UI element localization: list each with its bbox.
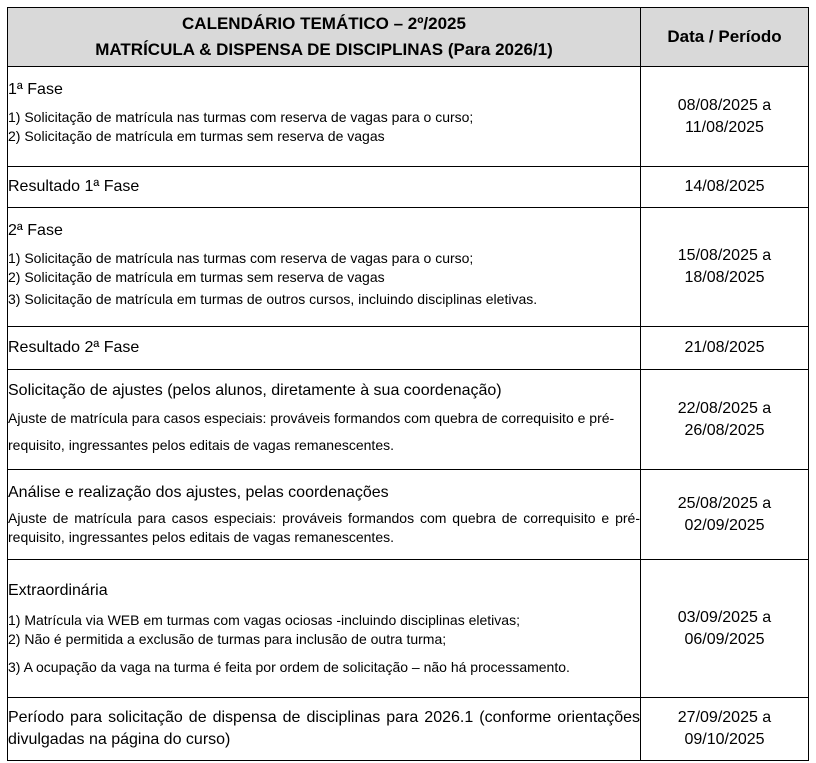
date-start: 08/08/2025 a: [677, 96, 772, 114]
phase-description: [8, 370, 641, 470]
table-row: [8, 167, 809, 208]
phase-title: Análise e realização dos ajustes, pelas coordenações: [8, 483, 389, 501]
date-end: 18/08/2025: [684, 269, 765, 286]
phase-date: [641, 208, 809, 327]
phase-item: 1) Solicitação de matrícula nas turmas com reserva de vagas para o curso;: [8, 249, 474, 266]
date-start: 22/08/2025 a: [677, 399, 772, 417]
phase-date: [641, 327, 809, 370]
phase-date: [641, 698, 809, 761]
date-start: 25/08/2025 a: [677, 494, 772, 512]
table-row: [8, 370, 809, 470]
phase-description: [8, 167, 641, 208]
title-line-1: CALENDÁRIO TEMÁTICO – 2º/2025: [182, 14, 466, 33]
phase-item: 1) Matrícula via WEB em turmas com vagas ociosas -incluindo disciplinas eletivas;: [8, 611, 520, 628]
phase-body: Ajuste de matrícula para casos especiais: prováveis formandos com quebra de correquisito e pré-requisito, ingressantes pelos editais de vagas remanescentes.: [8, 409, 615, 453]
table-row: [8, 208, 809, 327]
phase-description: [8, 698, 641, 761]
phase-item: 1) Solicitação de matrícula nas turmas com reserva de vagas para o curso;: [8, 108, 474, 125]
phase-title: Resultado 1ª Fase: [8, 178, 140, 195]
table-row: [8, 67, 809, 167]
phase-item: 2) Solicitação de matrícula em turmas sem reserva de vagas: [8, 127, 385, 144]
phase-description: [8, 327, 641, 370]
date-end: 09/10/2025: [684, 731, 765, 748]
date-end: 11/08/2025: [685, 118, 764, 136]
phase-description: [8, 208, 641, 327]
phase-title: Resultado 2ª Fase: [8, 339, 140, 356]
phase-date: [641, 67, 809, 167]
phase-date: [641, 370, 809, 470]
phase-item: 2) Não é permitida a exclusão de turmas para inclusão de outra turma;: [8, 630, 447, 647]
phase-date: [641, 470, 809, 560]
title-line-2: MATRÍCULA & DISPENSA DE DISCIPLINAS (Para 2026/1): [95, 40, 553, 59]
phase-description: [8, 470, 641, 560]
date-start: 15/08/2025 a: [677, 247, 772, 264]
calendar-table: [7, 7, 809, 761]
phase-description: [8, 560, 641, 698]
phase-description: [8, 67, 641, 167]
date-end: 02/09/2025: [684, 516, 765, 534]
date-end: 06/09/2025: [684, 630, 765, 648]
phase-title: Período para solicitação de dispensa de disciplinas para 2026.1 (conforme orientações divulgadas na página do curso): [8, 709, 640, 748]
header-row: [8, 8, 809, 67]
table-row: [8, 698, 809, 761]
phase-item: 3) Solicitação de matrícula em turmas de outros cursos, incluindo disciplinas eletivas.: [8, 290, 538, 307]
table-row: [8, 560, 809, 698]
phase-title: Extraordinária: [8, 581, 108, 599]
phase-title: Solicitação de ajustes (pelos alunos, diretamente à sua coordenação): [8, 381, 502, 399]
table-title: [8, 8, 641, 67]
phase-item: 2) Solicitação de matrícula em turmas sem reserva de vagas: [8, 268, 385, 285]
date-column-header: Data / Período: [641, 8, 809, 67]
phase-title: 2ª Fase: [8, 221, 63, 239]
date-end: 26/08/2025: [684, 421, 765, 439]
date-start: 27/09/2025 a: [677, 709, 772, 726]
date-start: 21/08/2025: [684, 339, 765, 356]
table-row: [8, 470, 809, 560]
date-start: 03/09/2025 a: [677, 608, 772, 626]
phase-body: 3) A ocupação da vaga na turma é feita por ordem de solicitação – não há processamento.: [8, 658, 570, 675]
table-row: [8, 327, 809, 370]
phase-date: [641, 167, 809, 208]
phase-body: Ajuste de matrícula para casos especiais: prováveis formandos com quebra de correquisito e pré-requisito, ingressantes pelos editais de vagas remanescentes.: [8, 509, 640, 545]
phase-date: [641, 560, 809, 698]
phase-title: 1ª Fase: [8, 80, 63, 98]
date-start: 14/08/2025: [684, 178, 765, 195]
